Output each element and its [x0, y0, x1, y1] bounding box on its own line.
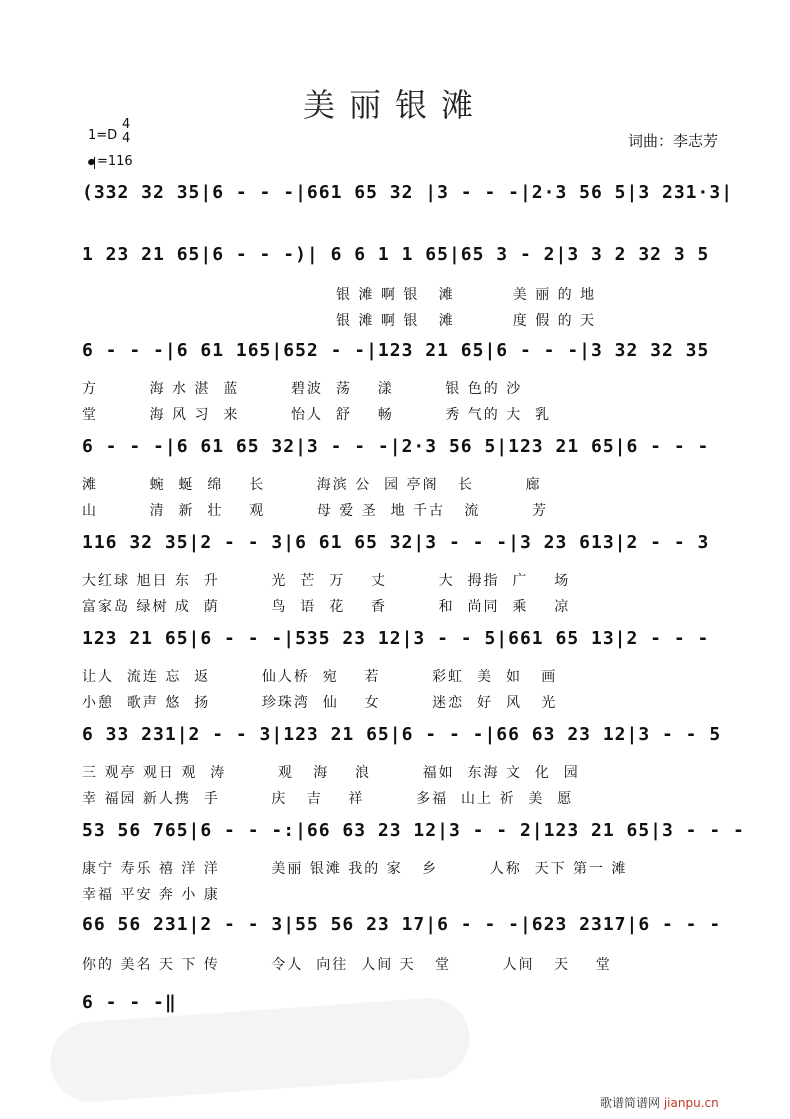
notation-notes: 66 56 231|2 - - 3|55 56 23 17|6 - - -|623 2317|6 - - -: [82, 914, 722, 935]
notation-notes: 6 - - -‖: [82, 992, 177, 1013]
lyric-line: 小憩 歌声 悠 扬 珍珠湾 仙 女 迷恋 好 风 光: [82, 695, 558, 711]
notation-row: [82, 914, 722, 942]
lyric-line: 你的 美名 天 下 传 令人 向往 人间 天 堂 人间 天 堂: [82, 957, 612, 973]
tempo-marking: [88, 154, 133, 169]
lyric-line: 银 滩 啊 银 滩 美 丽 的 地: [336, 287, 597, 303]
lyric-line: 三 观亭 观日 观 涛 观 海 浪 福如 东海 文 化 园: [82, 765, 580, 781]
notation-row: [82, 182, 734, 210]
notation-row: [82, 820, 745, 848]
lyric-line: 幸福 平安 奔 小 康: [82, 887, 220, 903]
lyric-line: 山 清 新 壮 观 母 爱 圣 地 千古 流 芳: [82, 503, 549, 519]
notation-notes: 123 21 65|6 - - -|535 23 12|3 - - 5|661 65 13|2 - - -: [82, 628, 710, 649]
watermark-text: 歌谱简谱网: [600, 1096, 661, 1110]
lyric-line: 银 滩 啊 银 滩 度 假 的 天: [336, 313, 597, 329]
lyric-line: 富家岛 绿树 成 荫 鸟 语 花 香 和 尚同 乘 凉: [82, 599, 571, 615]
lyric-line: 方 海 水 湛 蓝 碧波 荡 漾 银 色的 沙: [82, 381, 523, 397]
notation-row: [82, 436, 722, 464]
tempo-value: =116: [97, 154, 133, 169]
credit-line: 词曲：李志芳: [628, 132, 719, 150]
lyric-line: 滩 蜿 蜒 绵 长 海滨 公 园 亭阁 长 廊: [82, 477, 542, 493]
lyric-line: 让人 流连 忘 返 仙人桥 宛 若 彩虹 美 如 画: [82, 669, 558, 685]
notation-notes: 6 33 231|2 - - 3|123 21 65|6 - - -|66 63 23 12|3 - - 5: [82, 724, 722, 745]
notation-notes: 1 23 21 65|6 - - -)| 6 6 1 1 65|65 3 - 2|3 3 2 32 3 5: [82, 244, 710, 265]
time-bottom: 4: [122, 131, 131, 146]
notation-notes: 116 32 35|2 - - 3|6 61 65 32|3 - - -|3 23 613|2 - - 3: [82, 532, 710, 553]
lyric-line: 大红球 旭日 东 升 光 芒 万 丈 大 拇指 广 场: [82, 573, 571, 589]
notation-row: [82, 244, 722, 272]
lyric-line: 幸 福园 新人携 手 庆 吉 祥 多福 山上 祈 美 愿: [82, 791, 574, 807]
notation-notes: 6 - - -|6 61 165|652 - -|123 21 65|6 - - -|3 32 32 35: [82, 340, 710, 361]
time-top: 4: [122, 117, 131, 132]
notation-notes: 53 56 765|6 - - -:|66 63 23 12|3 - - 2|123 21 65|3 - - -: [82, 820, 745, 841]
time-signature: [122, 118, 130, 146]
lyric-line: 堂 海 风 习 来 怡人 舒 畅 秀 气的 大 乳: [82, 407, 552, 423]
notation-row: [82, 724, 722, 752]
notation-row: [82, 628, 722, 656]
notation-row: [82, 532, 722, 560]
notation-notes: (332 32 35|6 - - -|661 65 32 |3 - - -|2·3 56 5|3 231·3|: [82, 182, 734, 203]
notation-notes: 6 - - -|6 61 65 32|3 - - -|2·3 56 5|123 21 65|6 - - -: [82, 436, 710, 457]
notation-row: [82, 340, 722, 368]
watermark: [600, 1094, 719, 1111]
watermark-site: jianpu.cn: [663, 1096, 719, 1110]
lyric-line: 康宁 寿乐 禧 洋 洋 美丽 银滩 我的 家 乡 人称 天下 第一 滩: [82, 861, 628, 877]
key-signature: 1=D: [88, 128, 118, 143]
song-title: 美丽银滩: [302, 86, 487, 124]
